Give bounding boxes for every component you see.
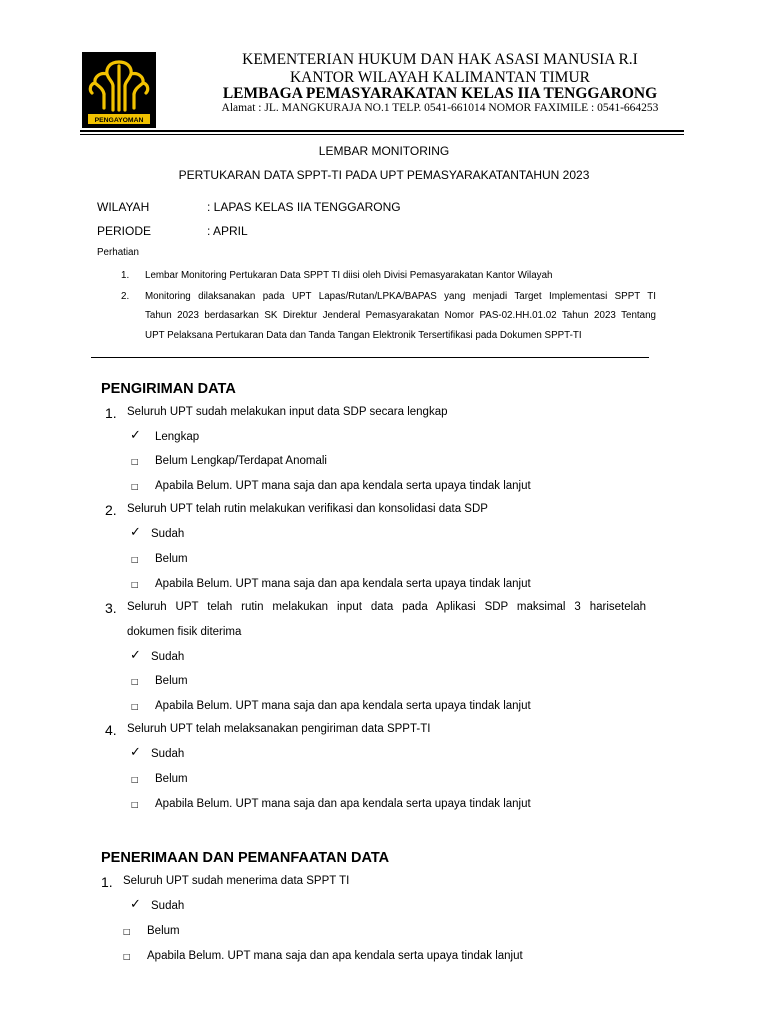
note-text: Tahun 2023 berdasarkan SK Direktur Jenderal Pemasyarakatan Nomor PAS-02.HH.01.02 Tahun 2023 Tentang — [145, 310, 656, 321]
option-label: Sudah — [151, 748, 185, 760]
checkbox-icon[interactable]: □ — [131, 555, 139, 564]
periode-value: : APRIL — [207, 224, 248, 238]
option-label: Apabila Belum. UPT mana saja dan apa kendala serta upaya tindak lanjut — [147, 950, 523, 962]
question-text: Seluruh UPT sudah menerima data SPPT TI — [123, 875, 350, 887]
note-number: 1. — [121, 270, 130, 281]
periode-label: PERIODE — [97, 224, 152, 238]
question-text: dokumen fisik diterima — [127, 626, 242, 638]
option-label: Sudah — [151, 900, 185, 912]
option-label: Belum Lengkap/Terdapat Anomali — [155, 455, 327, 467]
perhatian-label: Perhatian — [97, 247, 139, 258]
checkmark-icon[interactable]: ✓ — [130, 648, 141, 663]
regional-office: KANTOR WILAYAH KALIMANTAN TIMUR — [289, 69, 590, 86]
note-number: 2. — [121, 291, 130, 302]
wilayah-value: : LAPAS KELAS IIA TENGGARONG — [207, 200, 401, 214]
checkbox-icon[interactable]: □ — [131, 702, 139, 711]
option-label: Sudah — [151, 528, 185, 540]
checkbox-icon[interactable]: □ — [131, 800, 139, 809]
option-label: Sudah — [151, 651, 185, 663]
note-text: Monitoring dilaksanakan pada UPT Lapas/Rutan/LPKA/BAPAS yang menjadi Target Implementasi SPPT TI — [145, 291, 656, 302]
question-text: Seluruh UPT telah rutin melakukan verifikasi dan konsolidasi data SDP — [127, 503, 488, 515]
note-text: UPT Pelaksana Pertukaran Data dan Tanda Tangan Elektronik Tersertifikasi pada Dokumen SPPT-TI — [145, 330, 582, 341]
option-label: Lengkap — [155, 431, 200, 443]
option-label: Apabila Belum. UPT mana saja dan apa kendala serta upaya tindak lanjut — [155, 798, 531, 810]
question-number: 4. — [105, 722, 117, 738]
document-subtitle: PERTUKARAN DATA SPPT-TI PADA UPT PEMASYARAKATANTAHUN 2023 — [178, 168, 590, 182]
section-divider — [91, 357, 649, 358]
ministry-name: KEMENTERIAN HUKUM DAN HAK ASASI MANUSIA R.I — [242, 51, 638, 68]
checkmark-icon[interactable]: ✓ — [130, 897, 141, 912]
question-text: Seluruh UPT sudah melakukan input data SDP secara lengkap — [127, 406, 448, 418]
option-label: Belum — [147, 925, 180, 937]
wilayah-label: WILAYAH — [97, 200, 150, 214]
option-label: Apabila Belum. UPT mana saja dan apa kendala serta upaya tindak lanjut — [155, 578, 531, 590]
checkbox-icon[interactable]: □ — [131, 677, 139, 686]
question-number: 1. — [101, 874, 113, 890]
question-text: Seluruh UPT telah melaksanakan pengiriman data SPPT-TI — [127, 723, 431, 735]
question-text: Seluruh UPT telah rutin melakukan input data pada Aplikasi SDP maksimal 3 harisetelah — [127, 601, 646, 613]
checkmark-icon[interactable]: ✓ — [130, 745, 141, 760]
section-heading-pengiriman: PENGIRIMAN DATA — [101, 381, 236, 397]
option-label: Belum — [155, 675, 188, 687]
document-title: LEMBAR MONITORING — [318, 144, 450, 158]
question-number: 3. — [105, 600, 117, 616]
logo-label: PENGAYOMAN — [94, 117, 144, 124]
checkbox-icon[interactable]: □ — [131, 482, 139, 491]
section-heading-penerimaan: PENERIMAAN DAN PEMANFAATAN DATA — [101, 850, 390, 866]
checkbox-icon[interactable]: □ — [131, 580, 139, 589]
header-rule-thin — [80, 134, 684, 135]
pengayoman-logo — [82, 52, 156, 128]
option-label: Apabila Belum. UPT mana saja dan apa kendala serta upaya tindak lanjut — [155, 700, 531, 712]
address-line: Alamat : JL. MANGKURAJA NO.1 TELP. 0541-661014 NOMOR FAXIMILE : 0541-664253 — [221, 102, 659, 114]
institution-name: LEMBAGA PEMASYARAKATAN KELAS IIA TENGGARONG — [222, 85, 658, 102]
option-label: Belum — [155, 773, 188, 785]
checkmark-icon[interactable]: ✓ — [130, 428, 141, 443]
option-label: Apabila Belum. UPT mana saja dan apa kendala serta upaya tindak lanjut — [155, 480, 531, 492]
checkbox-icon[interactable]: □ — [131, 775, 139, 784]
question-number: 1. — [105, 405, 117, 421]
checkbox-icon[interactable]: □ — [123, 927, 131, 936]
option-label: Belum — [155, 553, 188, 565]
note-text: Lembar Monitoring Pertukaran Data SPPT TI diisi oleh Divisi Pemasyarakatan Kantor Wilayah — [145, 270, 553, 281]
question-number: 2. — [105, 502, 117, 518]
checkmark-icon[interactable]: ✓ — [130, 525, 141, 540]
header-rule-thick — [80, 130, 684, 132]
checkbox-icon[interactable]: □ — [131, 457, 139, 466]
checkbox-icon[interactable]: □ — [123, 952, 131, 961]
